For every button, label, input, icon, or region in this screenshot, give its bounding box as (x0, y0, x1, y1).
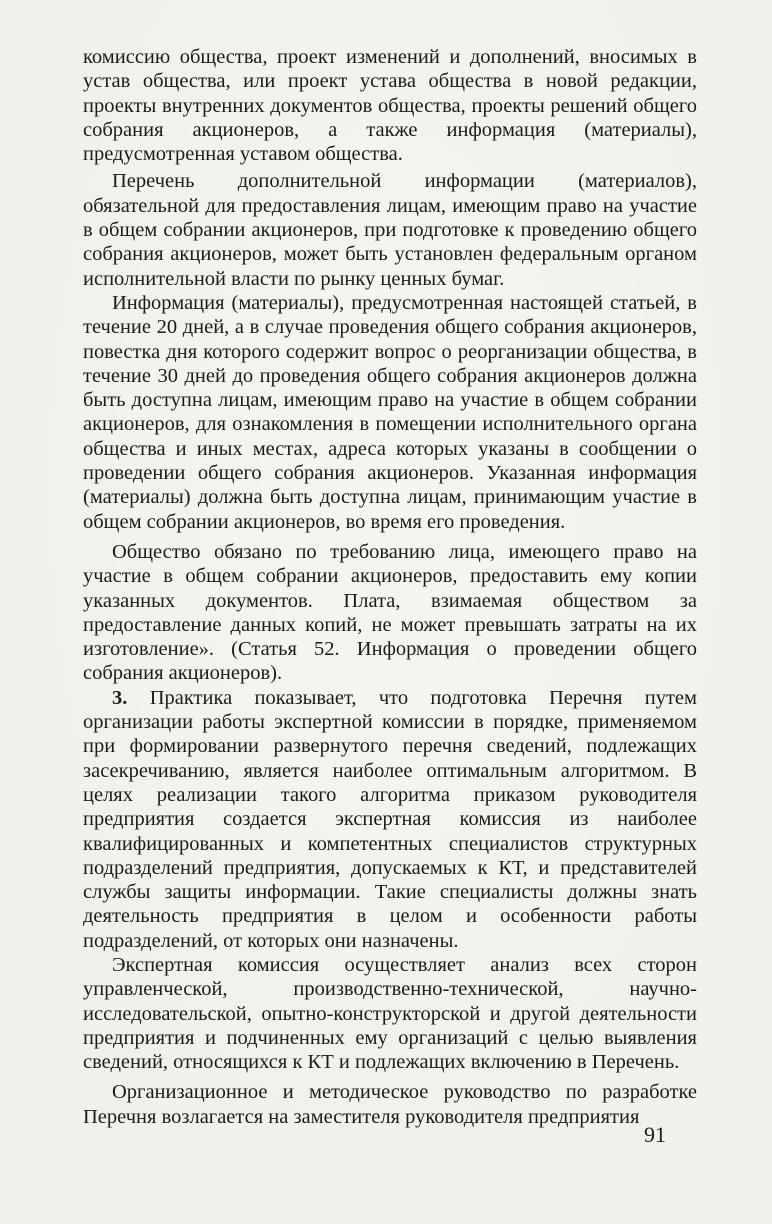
paragraph-3: Информация (материалы), предусмотренная настоящей статьей, в течение 20 дней, а в случае проведения общего собрания акционеров, повестка дня которого содержит вопрос о реорганизации общества, в течение 30 дней до проведения общего собрания акционеров должна быть доступна лицам, имеющим право на участие в общем собрании акционеров, для ознакомления в помещении исполнительного органа общества и иных местах, адреса которых указаны в сообщении о проведении общего собрания акционеров. Указанная информация (материалы) должна быть доступна лицам, принимающим участие в общем собрании акционеров, во время его проведения. (83, 291, 697, 533)
section-number: 3. (112, 686, 128, 709)
paragraph-4: Общество обязано по требованию лица, имеющего право на участие в общем собрании акционеров, предоставить ему копии указанных документов. Плата, взимаемая обществом за предоставление данных копий, не может превышать затраты на их изготовление». (Статья 52. Информация о проведении общего собрания акционеров). (83, 540, 697, 685)
paragraph-2: Перечень дополнительной информации (материалов), обязательной для предоставления лицам, имеющим право на участие в общем собрании акционеров, при подготовке к проведению общего собрания акционеров, может быть установлен федеральным органом исполнительной власти по рынку ценных бумаг. (83, 170, 697, 290)
paragraph-6: Экспертная комиссия осуществляет анализ всех сторон управленческой, производственно-технической, научно-исследовательской, опытно-конструкторской и другой деятельности предприятия и подчиненных ему организаций с целью выявления сведений, относящихся к КТ и подлежащих включению в Перечень. (83, 953, 697, 1074)
body-text (83, 45, 697, 1129)
paragraph-5 (83, 686, 697, 953)
paragraph-7: Организационное и методическое руководство по разработке Перечня возлагается на заместителя руководителя предприятия (83, 1081, 697, 1128)
paragraph-5-text: Практика показывает, что подготовка Перечня путем организации работы экспертной комиссии в порядке, применяемом при формировании развернутого перечня сведений, подлежащих засекречиванию, является наиболее оптимальным алгоритмом. В целях реализации такого алгоритма приказом руководителя предприятия создается экспертная комиссия из наиболее квалифицированных и компетентных специалистов структурных подразделений предприятия, допускаемых к КТ, и представителей службы защиты информации. Такие специалисты должны знать деятельность предприятия в целом и особенности работы подразделений, от которых они назначены. (83, 686, 698, 952)
paragraph-1: комиссию общества, проект изменений и дополнений, вносимых в устав общества, или проект устава общества в новой редакции, проекты внутренних документов общества, проекты решений общего собрания акционеров, а также информация (материалы), предусмотренная уставом общества. (83, 46, 697, 166)
page-number: 91 (644, 1122, 666, 1147)
